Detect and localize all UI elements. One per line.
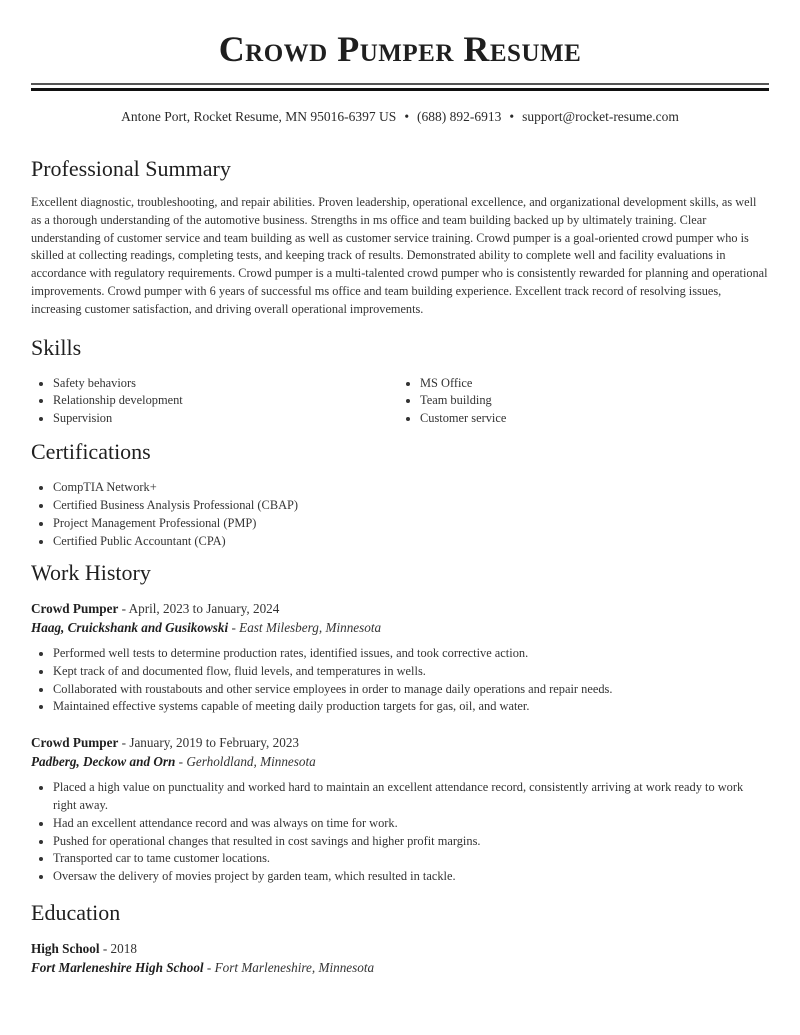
certification-item: • Certified Business Analysis Professional (CBAP) <box>53 496 769 514</box>
section-heading-work-history: Work History <box>31 559 151 585</box>
job-title-line <box>31 599 769 618</box>
dash: - <box>118 735 130 751</box>
contact-line <box>31 108 769 126</box>
skill-item: • Customer service <box>420 410 769 428</box>
education-entry <box>31 939 769 977</box>
job-title: Crowd Pumper <box>31 735 119 751</box>
dash: - <box>228 619 240 635</box>
job-bullet: • Kept track of and documented flow, fluid levels, and temperatures in wells. <box>53 663 769 681</box>
education-location: Fort Marleneshire, Minnesota <box>214 959 375 975</box>
job-location: Gerholdland, Minnesota <box>186 754 316 770</box>
section-heading-skills: Skills <box>31 334 82 360</box>
contact-phone: (688) 892-6913 <box>417 109 502 124</box>
job-bullet: • Maintained effective systems capable of meeting daily production targets for gas, oil, and water. <box>53 698 769 716</box>
rule-thick <box>31 88 769 91</box>
resume-title: Crowd Pumper Resume <box>218 29 582 69</box>
certification-item: • Certified Public Accountant (CPA) <box>53 532 769 550</box>
job-company-line <box>31 618 769 637</box>
job-bullet: • Collaborated with roustabouts and other service employees in order to manage daily operations and repair needs. <box>53 681 769 699</box>
skill-item: • MS Office <box>420 375 769 393</box>
education-year: 2018 <box>110 940 137 956</box>
skills-column-left <box>31 375 402 428</box>
job-bullet: • Had an excellent attendance record and was always on time for work. <box>53 815 769 833</box>
education-school: Fort Marleneshire High School <box>31 959 204 975</box>
job-company-line <box>31 752 769 771</box>
certification-item: • CompTIA Network+ <box>53 478 769 496</box>
job-company: Padberg, Deckow and Orn <box>31 754 176 770</box>
job-bullets <box>31 779 769 886</box>
certifications-list <box>31 478 769 550</box>
skill-item: • Relationship development <box>53 392 402 410</box>
job-title: Crowd Pumper <box>31 600 119 616</box>
job-bullet: • Performed well tests to determine production rates, identified issues, and took corrective action. <box>53 645 769 663</box>
skills-list <box>31 375 769 428</box>
contact-address: Antone Port, Rocket Resume, MN 95016-6397 US <box>121 109 397 124</box>
contact-email: support@rocket-resume.com <box>522 109 679 124</box>
dash: - <box>99 940 111 956</box>
dash: - <box>118 600 129 616</box>
rule-thin <box>31 83 769 85</box>
job-bullets <box>31 645 769 716</box>
education-school-line <box>31 958 769 977</box>
job-dates: April, 2023 to January, 2024 <box>128 600 280 616</box>
job-entry <box>31 599 769 716</box>
job-bullet: • Transported car to tame customer locations. <box>53 850 769 868</box>
job-bullet: • Pushed for operational changes that resulted in cost savings and higher profit margins. <box>53 833 769 851</box>
job-entry <box>31 733 769 886</box>
dash: - <box>203 959 215 975</box>
bullet-separator: • <box>509 109 515 124</box>
job-bullet: • Placed a high value on punctuality and worked hard to maintain an excellent attendance record, consistently arriving at work ready to work right away. <box>53 779 769 815</box>
education-degree-line <box>31 939 769 958</box>
dash: - <box>175 754 187 770</box>
section-heading-summary: Professional Summary <box>31 156 231 181</box>
job-location: East Milesberg, Minnesota <box>239 619 382 635</box>
job-bullet: • Oversaw the delivery of movies project by garden team, which resulted in tackle. <box>53 868 769 886</box>
section-heading-education: Education <box>31 899 121 925</box>
skill-item: • Supervision <box>53 410 402 428</box>
job-company: Haag, Cruickshank and Gusikowski <box>31 619 229 635</box>
certification-item: • Project Management Professional (PMP) <box>53 514 769 532</box>
job-dates: January, 2019 to February, 2023 <box>129 735 300 751</box>
education-degree: High School <box>31 940 100 956</box>
bullet-separator: • <box>404 109 410 124</box>
section-heading-certifications: Certifications <box>31 438 151 464</box>
skill-item: • Team building <box>420 392 769 410</box>
skill-item: • Safety behaviors <box>53 375 402 393</box>
job-title-line <box>31 733 769 752</box>
summary-text: Excellent diagnostic, troubleshooting, and repair abilities. Proven leadership, operational excellence, and organizational development skills, as well as a thorough understanding of the automotive business. Strengths in ms office and team building backed up by ultimately training. Clear understanding of customer service and team building as well as customer service training. Crowd pumper is a goal-oriented crowd pumper who is skilled at collecting readings, completing tests, and keeping track of results. Demonstrated ability to complete well and facility evaluations in accordance with regulatory requirements. Crowd pumper is a multi-talented crowd pumper who is consistently rewarded for planning and operational improvements. Crowd pumper with 6 years of successful ms office and team building experience. Excellent track record of resolving issues, increasing customer satisfaction, and driving overall operational improvements. <box>31 195 768 316</box>
skills-column-right <box>402 375 769 428</box>
header-double-rule <box>31 83 769 91</box>
